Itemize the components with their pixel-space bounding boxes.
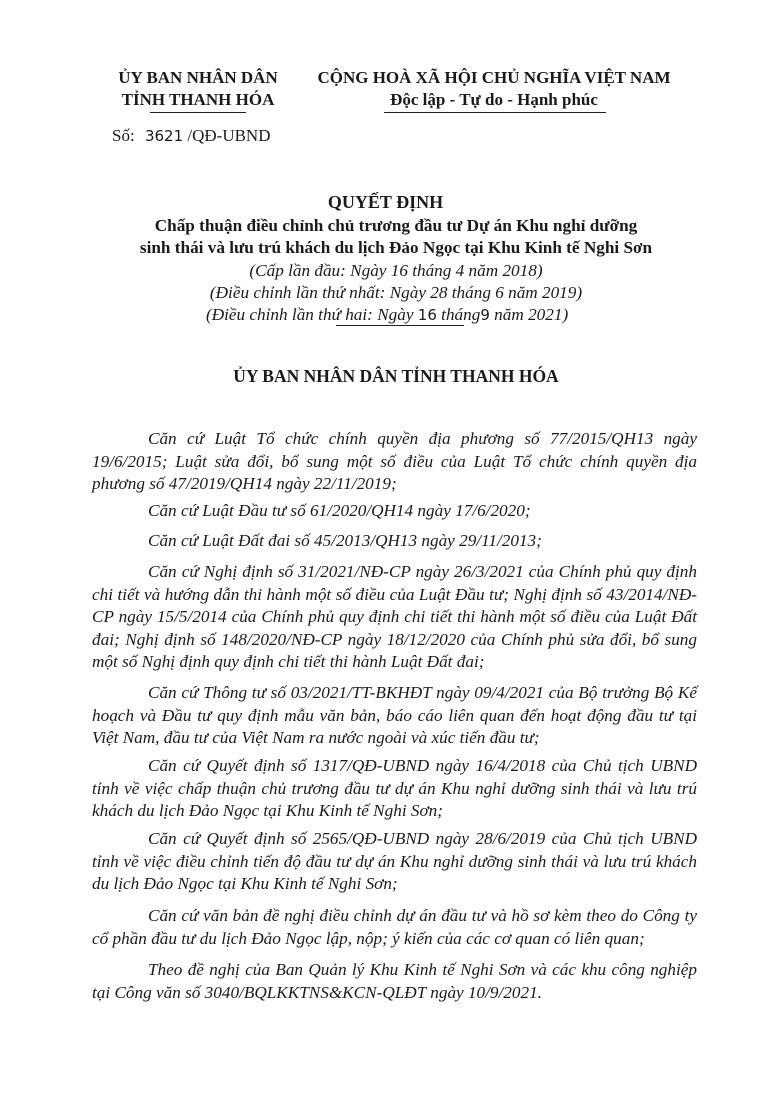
title-underline [336, 325, 464, 326]
org-underline [150, 112, 246, 113]
issue-third-day: 16 [417, 306, 437, 324]
issuing-authority: ỦY BAN NHÂN DÂN TỈNH THANH HÓA [233, 366, 559, 386]
org-name-line2: TỈNH THANH HÓA [121, 90, 275, 109]
legal-basis-4: Căn cứ Nghị định số 31/2021/NĐ-CP ngày 26/3/2021 của Chính phủ quy định chi tiết và hướng dẫn thi hành một số điều của Luật Đầu tư; Nghị định số 43/2014/NĐ-CP ngày 15/5/2014 của Chính phủ quy định chi tiết thi hành một số điều của Luật Đất đai; Nghị định số 148/2020/NĐ-CP ngày 18/12/2020 của Chính phủ sửa đổi, bổ sung một số Nghị định quy định chi tiết thi hành Luật Đất đai; [92, 562, 697, 671]
decision-subject-line1: Chấp thuận điều chỉnh chủ trương đầu tư Dự án Khu nghỉ dưỡng [154, 216, 638, 235]
document-number [112, 126, 270, 146]
doc-no-label: Số: [112, 126, 135, 145]
issue-third-prefix: (Điều chỉnh lần thứ hai: Ngày [206, 305, 414, 324]
motto-underline [384, 112, 606, 113]
issue-third-month-label: tháng [441, 305, 481, 324]
issue-third [206, 305, 568, 325]
issue-third-month: 9 [480, 306, 490, 324]
decision-heading: QUYẾT ĐỊNH [327, 192, 444, 212]
issue-second: (Điều chỉnh lần thứ nhất: Ngày 28 tháng 6 năm 2019) [209, 283, 583, 302]
issue-third-suffix: năm 2021) [494, 305, 569, 324]
doc-no-value: 3621 [144, 127, 184, 145]
proposal-basis: Theo đề nghị của Ban Quản lý Khu Kinh tế Nghi Sơn và các khu công nghiệp tại Công văn số 3040/BQLKKTNS&KCN-QLĐT ngày 10/9/2021. [92, 960, 697, 1002]
org-name-line1: ỦY BAN NHÂN DÂN [118, 68, 278, 87]
legal-basis-8: Căn cứ văn bản đề nghị điều chỉnh dự án đầu tư và hồ sơ kèm theo do Công ty cổ phần đầu tư du lịch Đảo Ngọc lập, nộp; ý kiến của các cơ quan có liên quan; [92, 906, 697, 948]
legal-basis-6: Căn cứ Quyết định số 1317/QĐ-UBND ngày 16/4/2018 của Chủ tịch UBND tỉnh về việc chấp thuận chủ trương đầu tư dự án Khu nghỉ dưỡng sinh thái và lưu trú khách du lịch Đảo Ngọc tại Khu Kinh tế Nghi Sơn; [92, 756, 697, 820]
legal-basis-3: Căn cứ Luật Đất đai số 45/2013/QH13 ngày 29/11/2013; [148, 531, 542, 550]
nation-title: CỘNG HOÀ XÃ HỘI CHỦ NGHĨA VIỆT NAM [317, 68, 671, 87]
legal-basis-1: Căn cứ Luật Tổ chức chính quyền địa phương số 77/2015/QH13 ngày 19/6/2015; Luật sửa đổi, bổ sung một số điều của Luật Tổ chức chính quyền địa phương số 47/2019/QH14 ngày 22/11/2019; [92, 429, 697, 493]
decision-subject-line2: sinh thái và lưu trú khách du lịch Đảo Ngọc tại Khu Kinh tế Nghi Sơn [139, 238, 653, 257]
legal-basis-2: Căn cứ Luật Đầu tư số 61/2020/QH14 ngày 17/6/2020; [148, 501, 531, 520]
legal-basis-7: Căn cứ Quyết định số 2565/QĐ-UBND ngày 28/6/2019 của Chủ tịch UBND tỉnh về việc điều chỉnh tiến độ đầu tư dự án Khu nghỉ dưỡng sinh thái và lưu trú khách du lịch Đảo Ngọc tại Khu Kinh tế Nghi Sơn; [92, 829, 697, 893]
legal-basis-5: Căn cứ Thông tư số 03/2021/TT-BKHĐT ngày 09/4/2021 của Bộ trưởng Bộ Kế hoạch và Đầu tư quy định mẫu văn bản, báo cáo liên quan đến hoạt động đầu tư tại Việt Nam, đầu tư của Việt Nam ra nước ngoài và xúc tiến đầu tư; [92, 683, 697, 747]
nation-motto: Độc lập - Tự do - Hạnh phúc [390, 90, 598, 109]
doc-no-suffix: /QĐ-UBND [187, 126, 271, 145]
issue-first: (Cấp lần đầu: Ngày 16 tháng 4 năm 2018) [249, 261, 543, 280]
